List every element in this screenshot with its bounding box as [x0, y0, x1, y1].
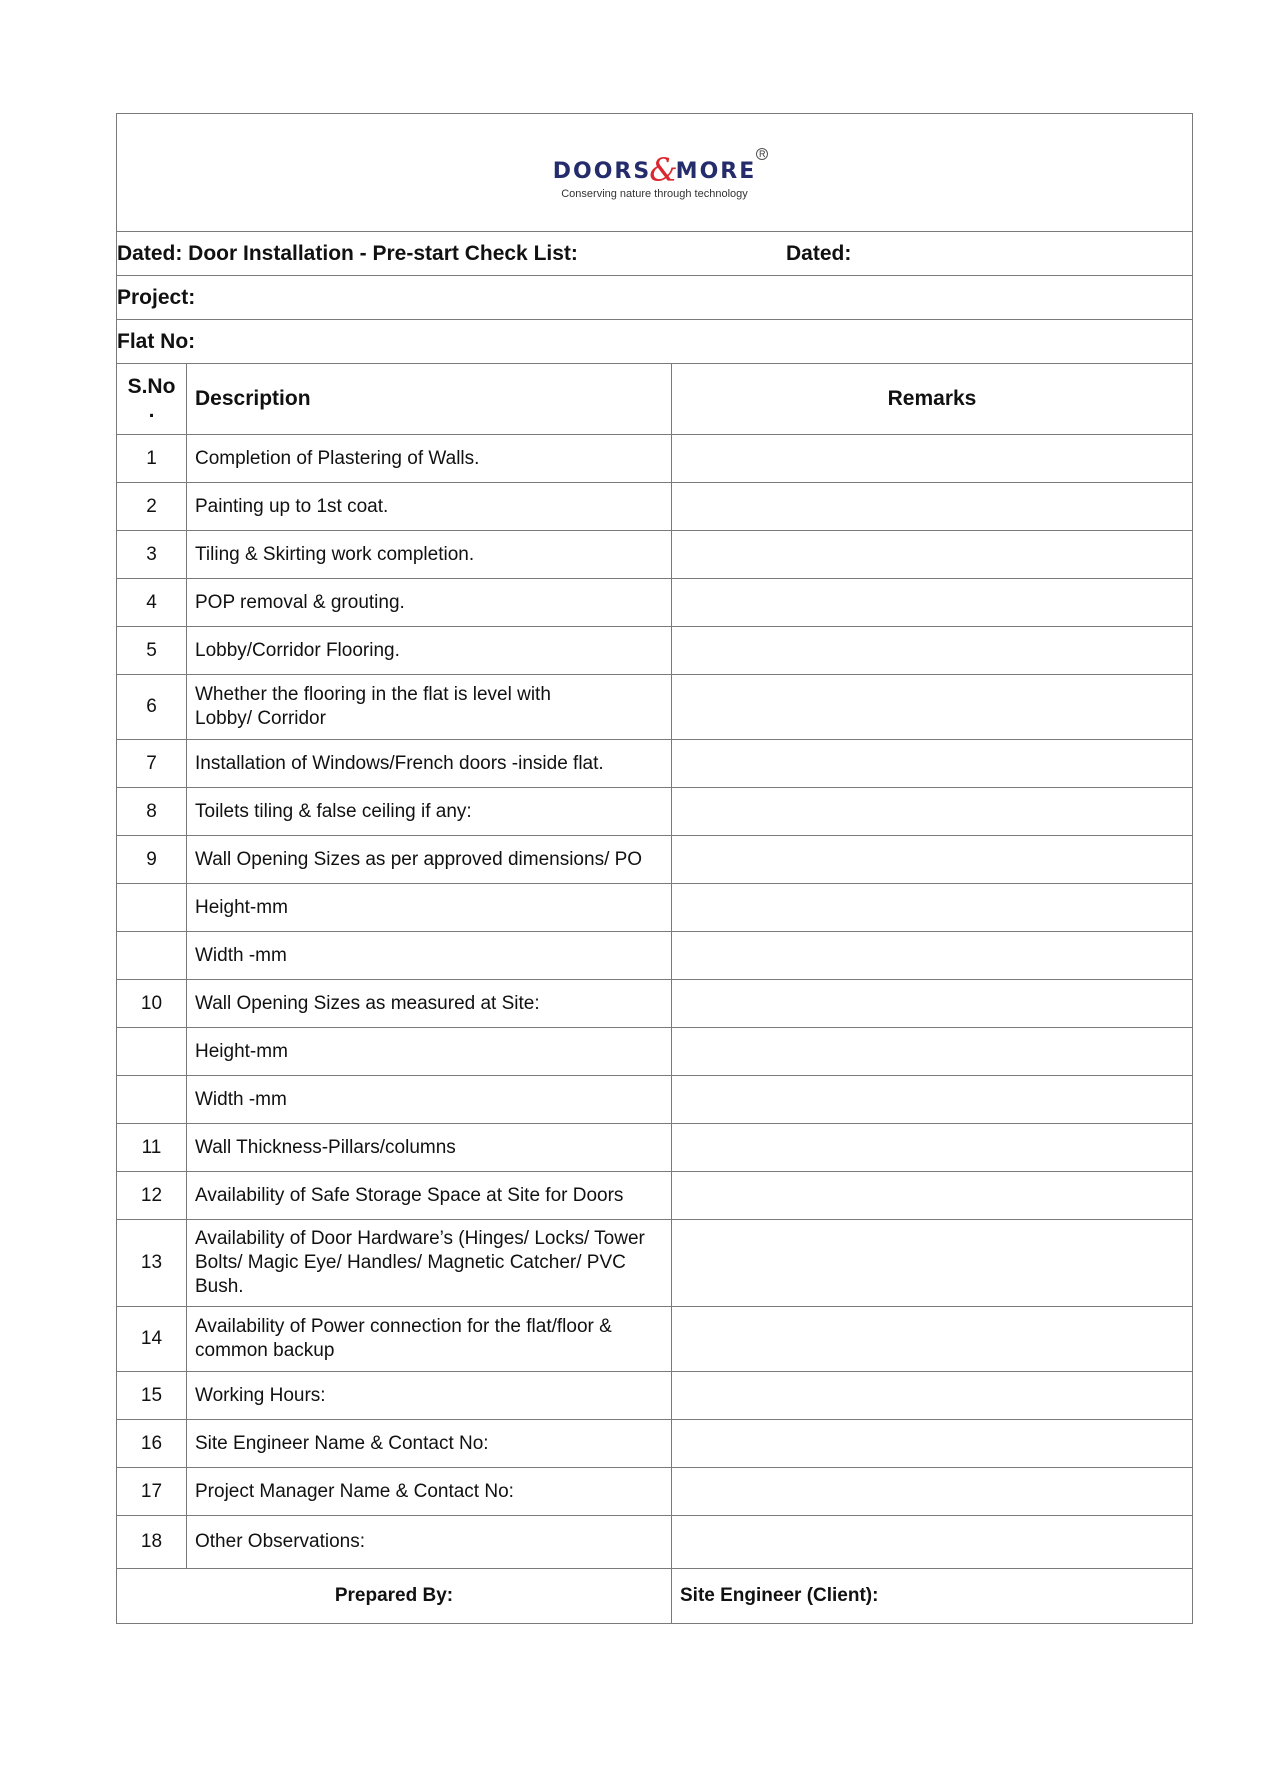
remarks-field[interactable] — [672, 1307, 1193, 1372]
row-description-text: Completion of Plastering of Walls. — [195, 447, 480, 469]
row-description — [187, 435, 672, 483]
remarks-field[interactable] — [672, 1028, 1193, 1076]
flat-no-label: Flat No: — [117, 329, 196, 353]
row-description-text: Tiling & Skirting work completion. — [195, 543, 475, 565]
remarks-field[interactable] — [672, 1468, 1193, 1516]
row-number: 10 — [117, 980, 187, 1028]
row-description-text: Availability of Power connection for the flat/floor & common backup — [195, 1316, 612, 1361]
registered-mark-icon: R — [756, 148, 768, 160]
row-number: 11 — [117, 1124, 187, 1172]
row-description — [187, 627, 672, 675]
row-description — [187, 1468, 672, 1516]
row-description-text: Other Observations: — [195, 1531, 366, 1552]
table-row — [117, 1372, 1193, 1420]
row-number: 1 — [117, 435, 187, 483]
table-row — [117, 836, 1193, 884]
row-description — [187, 1516, 672, 1569]
row-number: 2 — [117, 483, 187, 531]
table-row — [117, 1307, 1193, 1372]
table-row — [117, 740, 1193, 788]
project-label: Project: — [117, 285, 196, 309]
row-description-text: Painting up to 1st coat. — [195, 495, 389, 517]
row-description — [187, 1076, 672, 1124]
row-description-text: Width -mm — [195, 944, 287, 966]
row-description-text: Height-mm — [195, 896, 288, 918]
remarks-field[interactable] — [672, 1076, 1193, 1124]
table-row — [117, 1172, 1193, 1220]
table-row — [117, 435, 1193, 483]
title-row — [117, 232, 1193, 276]
row-description — [187, 1220, 672, 1307]
row-description-text: Whether the flooring in the flat is level with Lobby/ Corridor — [195, 684, 551, 729]
row-description — [187, 579, 672, 627]
row-description — [187, 1420, 672, 1468]
logo-ampersand: & — [649, 150, 678, 189]
row-description — [187, 1372, 672, 1420]
remarks-field[interactable] — [672, 675, 1193, 740]
row-number: 12 — [117, 1172, 187, 1220]
table-row — [117, 1468, 1193, 1516]
remarks-field[interactable] — [672, 579, 1193, 627]
column-header-row — [117, 364, 1193, 435]
table-row — [117, 579, 1193, 627]
remarks-field[interactable] — [672, 627, 1193, 675]
remarks-field[interactable] — [672, 435, 1193, 483]
table-row — [117, 980, 1193, 1028]
company-logo — [552, 148, 766, 200]
prepared-by-label: Prepared By: — [117, 1569, 672, 1624]
row-number: 17 — [117, 1468, 187, 1516]
row-number: 6 — [117, 675, 187, 740]
dated-label: Dated: — [786, 241, 852, 265]
table-row — [117, 675, 1193, 740]
row-description-text: Lobby/Corridor Flooring. — [195, 639, 400, 661]
checklist-sheet — [116, 113, 1192, 1624]
description-header: Description — [187, 364, 672, 435]
remarks-field[interactable] — [672, 1372, 1193, 1420]
row-number: 15 — [117, 1372, 187, 1420]
row-description — [187, 531, 672, 579]
remarks-header: Remarks — [672, 364, 1193, 435]
sno-header: S.No . — [117, 364, 187, 435]
logo-word-left: DOORS — [552, 158, 652, 184]
remarks-field[interactable] — [672, 483, 1193, 531]
row-number: 13 — [117, 1220, 187, 1307]
row-description-text: Project Manager Name & Contact No: — [195, 1480, 514, 1502]
row-description — [187, 980, 672, 1028]
row-description — [187, 1172, 672, 1220]
row-description-text: Wall Thickness-Pillars/columns — [195, 1136, 456, 1158]
signature-row — [117, 1569, 1193, 1624]
flat-no-field[interactable] — [117, 320, 1193, 364]
row-number: 7 — [117, 740, 187, 788]
row-description-text: Availability of Door Hardware’s (Hinges/ Locks/ Tower Bolts/ Magic Eye/ Handles/ Magnetic Catcher/ PVC Bush. — [195, 1228, 645, 1297]
remarks-field[interactable] — [672, 1124, 1193, 1172]
row-number: 8 — [117, 788, 187, 836]
table-row — [117, 1076, 1193, 1124]
row-description — [187, 483, 672, 531]
logo-cell — [117, 114, 1193, 232]
row-description — [187, 788, 672, 836]
row-description-text: Width -mm — [195, 1088, 287, 1110]
row-description-text: Installation of Windows/French doors -inside flat. — [195, 752, 604, 774]
row-description — [187, 675, 672, 740]
table-row — [117, 1124, 1193, 1172]
remarks-field[interactable] — [672, 531, 1193, 579]
remarks-field[interactable] — [672, 980, 1193, 1028]
row-description-text: Height-mm — [195, 1040, 288, 1062]
row-description-text: Availability of Safe Storage Space at Site for Doors — [195, 1184, 624, 1206]
checklist-table — [116, 113, 1193, 1624]
remarks-field[interactable] — [672, 1420, 1193, 1468]
row-number: 16 — [117, 1420, 187, 1468]
row-number: 4 — [117, 579, 187, 627]
table-row — [117, 531, 1193, 579]
remarks-field[interactable] — [672, 932, 1193, 980]
row-number: 3 — [117, 531, 187, 579]
row-number — [117, 884, 187, 932]
project-field[interactable] — [117, 276, 1193, 320]
row-description — [187, 740, 672, 788]
row-number: 18 — [117, 1516, 187, 1569]
row-description — [187, 1307, 672, 1372]
table-row — [117, 627, 1193, 675]
row-number — [117, 1028, 187, 1076]
remarks-field[interactable] — [672, 788, 1193, 836]
table-row — [117, 1516, 1193, 1569]
row-description-text: Wall Opening Sizes as measured at Site: — [195, 992, 540, 1014]
row-description-text: Working Hours: — [195, 1384, 326, 1406]
row-description-text: POP removal & grouting. — [195, 591, 405, 613]
remarks-field[interactable] — [672, 836, 1193, 884]
logo-tagline: Conserving nature through technology — [561, 187, 748, 200]
table-row — [117, 1028, 1193, 1076]
row-description — [187, 932, 672, 980]
table-row — [117, 932, 1193, 980]
logo-word-right: MORE — [675, 158, 757, 184]
table-row — [117, 1220, 1193, 1307]
remarks-field[interactable] — [672, 740, 1193, 788]
row-number: 14 — [117, 1307, 187, 1372]
row-description — [187, 1028, 672, 1076]
row-description-text: Toilets tiling & false ceiling if any: — [195, 800, 472, 822]
row-description — [187, 836, 672, 884]
remarks-field[interactable] — [672, 884, 1193, 932]
table-row — [117, 788, 1193, 836]
row-description-text: Site Engineer Name & Contact No: — [195, 1432, 489, 1454]
remarks-field[interactable] — [672, 1516, 1193, 1569]
site-engineer-client-label: Site Engineer (Client): — [672, 1569, 1193, 1624]
row-description — [187, 1124, 672, 1172]
row-number: 5 — [117, 627, 187, 675]
form-title: Dated: Door Installation - Pre-start Check List: — [117, 241, 578, 265]
row-description-text: Wall Opening Sizes as per approved dimensions/ PO — [195, 848, 643, 870]
table-row — [117, 1420, 1193, 1468]
remarks-field[interactable] — [672, 1172, 1193, 1220]
row-number — [117, 932, 187, 980]
row-number: 9 — [117, 836, 187, 884]
table-row — [117, 483, 1193, 531]
row-description — [187, 884, 672, 932]
remarks-field[interactable] — [672, 1220, 1193, 1307]
row-number — [117, 1076, 187, 1124]
table-row — [117, 884, 1193, 932]
